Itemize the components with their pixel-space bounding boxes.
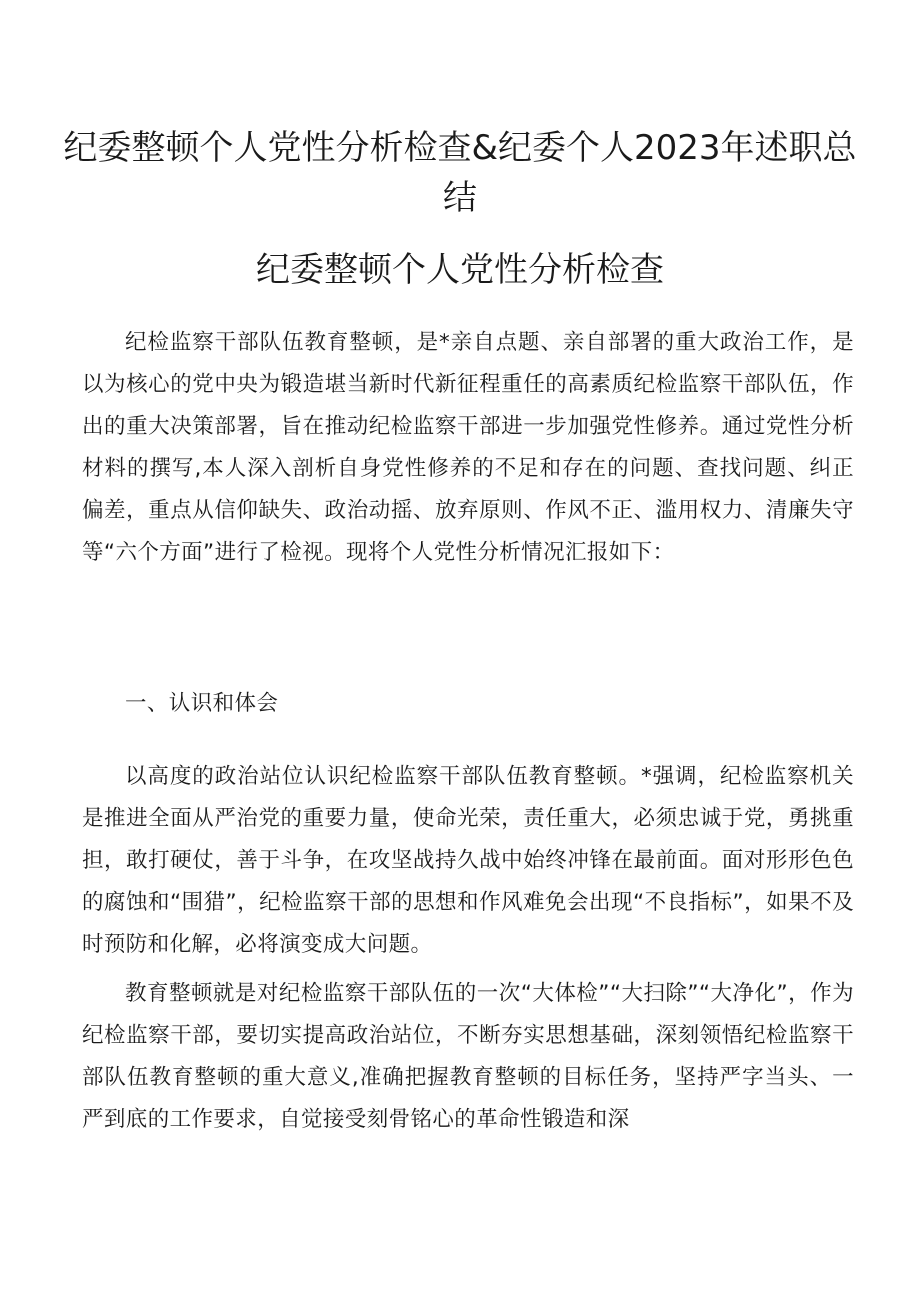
- main-title: 纪委整顿个人党性分析检查&纪委个人2023年述职总结: [63, 128, 857, 218]
- paragraph-rectification: 教育整顿就是对纪检监察干部队伍的一次“大体检”“大扫除”“大净化”，作为纪检监察干部，要切实提高政治站位，不断夯实思想基础，深刻领悟纪检监察干部队伍教育整顿的重大意义,准确把握教育整顿的目标任务，坚持严字当头、一严到底的工作要求，自觉接受刻骨铭心的革命性锻造和深: [82, 981, 854, 1132]
- paragraph-political-stance: 以高度的政治站位认识纪检监察干部队伍教育整顿。*强调，纪检监察机关是推进全面从严治党的重要力量，使命光荣，责任重大，必须忠诚于党，勇挑重担，敢打硬仗，善于斗争，在攻坚战持久战中始终冲锋在最前面。面对形形色色的腐蚀和“围猎”，纪检监察干部的思想和作风难免会出现“不良指标”，如果不及时预防和化解，必将演变成大问题。: [82, 764, 854, 957]
- heading-understanding: 一、认识和体会: [125, 691, 279, 716]
- section-title: 纪委整顿个人党性分析检查: [256, 250, 664, 290]
- paragraph-intro: 纪检监察干部队伍教育整顿，是*亲自点题、亲自部署的重大政治工作，是以为核心的党中央为锻造堪当新时代新征程重任的高素质纪检监察干部队伍，作出的重大决策部署，旨在推动纪检监察干部进一步加强党性修养。通过党性分析材料的撰写,本人深入剖析自身党性修养的不足和存在的问题、查找问题、纠正偏差，重点从信仰缺失、政治动摇、放弃原则、作风不正、滥用权力、清廉失守等“六个方面”进行了检视。现将个人党性分析情况汇报如下：: [82, 330, 854, 565]
